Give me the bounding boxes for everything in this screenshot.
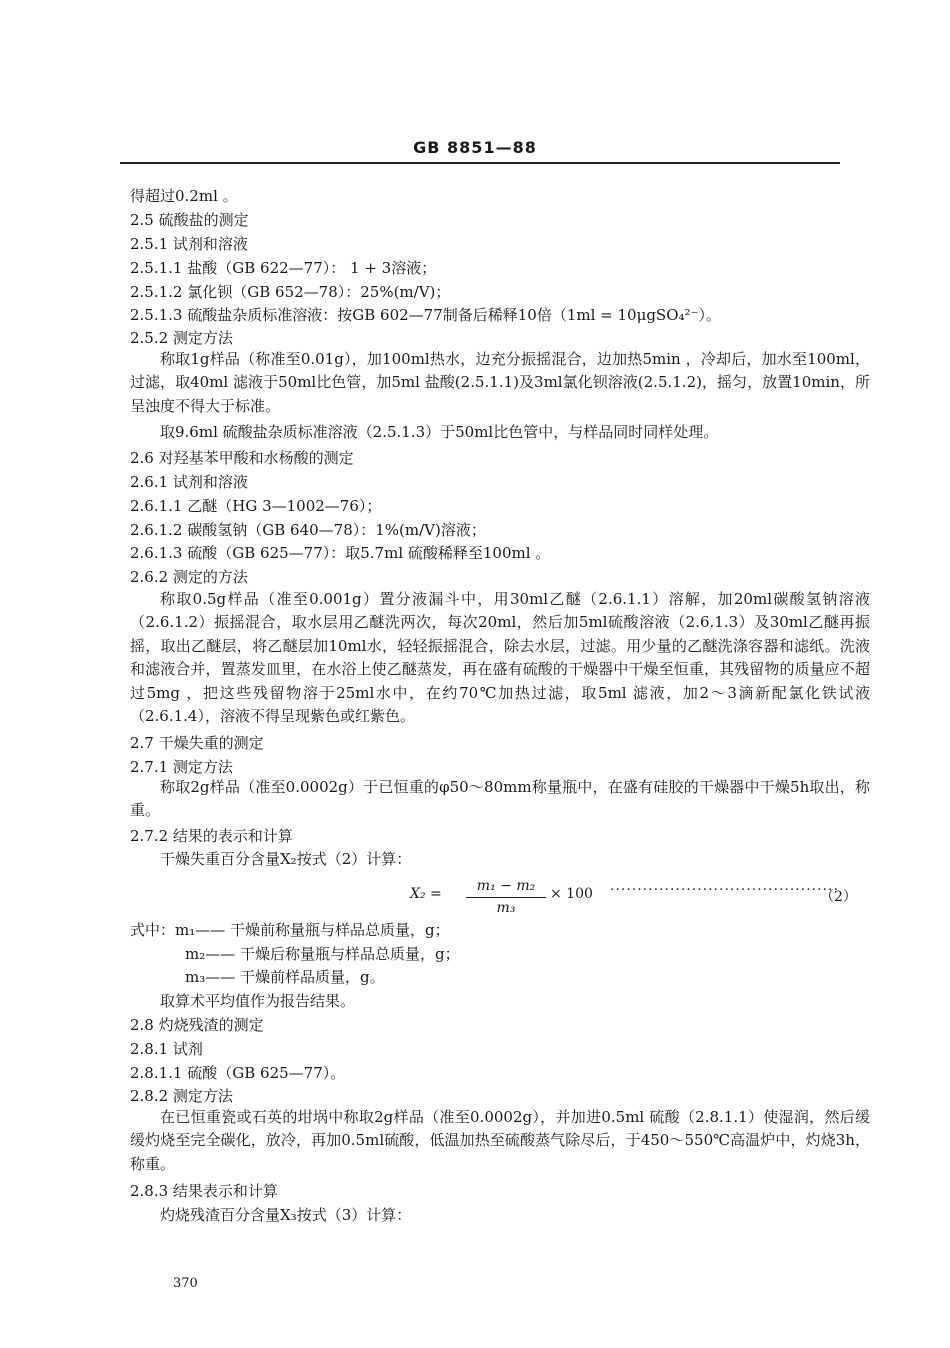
section-heading: 2.8.2 测定方法 <box>130 1087 233 1105</box>
section-heading: 2.7.2 结果的表示和计算 <box>130 827 293 845</box>
list-item: 2.5.1.1 盐酸（GB 622—77）： 1 + 3溶液； <box>130 259 437 277</box>
section-heading: 2.6.1 试剂和溶液 <box>130 473 248 491</box>
list-item: 2.5.1.2 氯化钡（GB 652—78）：25%(m/V)； <box>130 283 451 301</box>
paragraph: 称取1g样品（称准至0.01g），加100ml热水，边充分振摇混合，边加热5min ，冷却后，加水至100ml，过滤，取40ml 滤液于50ml比色管，加5ml 盐酸(2.5.1.1)及3ml氯化钡溶液(2.5.1.2)，摇匀，放置10min，所呈浊度不得大于标准。 <box>130 350 870 415</box>
list-item: 2.6.1.2 碳酸氢钠（GB 640—78）：1%(m/V)溶液； <box>130 521 486 539</box>
section-heading: 2.6.2 测定的方法 <box>130 568 248 586</box>
list-item: 2.6.1.1 乙醚（HG 3—1002—76）； <box>130 497 382 515</box>
paragraph: 取9.6ml 硫酸盐杂质标准溶液（2.5.1.3）于50ml比色管中，与样品同时同样处理。 <box>160 423 719 441</box>
list-item: 2.5.1.3 硫酸盐杂质标准溶液：按GB 602—77制备后稀释10倍（1ml = 10μgSO₄²⁻）。 <box>130 306 721 324</box>
section-heading: 2.8 灼烧残渣的测定 <box>130 1016 264 1034</box>
formula-lhs: X₂ = <box>410 886 442 902</box>
formula-leader-dots: ·········································· <box>610 882 839 898</box>
variable-definition: m₃—— 干燥前样品质量，g。 <box>185 968 385 986</box>
formula-fraction <box>466 878 546 918</box>
variable-definition: 式中：m₁—— 干燥前称量瓶与样品总质量，g； <box>130 921 450 939</box>
variable-definition: m₂—— 干燥后称量瓶与样品总质量，g； <box>185 945 460 963</box>
formula-number: （2） <box>820 889 857 905</box>
formula-denominator: m₃ <box>496 900 516 916</box>
section-heading: 2.5 硫酸盐的测定 <box>130 211 249 229</box>
header-rule <box>120 162 840 164</box>
formula-multiplier: × 100 <box>550 886 593 902</box>
section-heading: 2.8.3 结果表示和计算 <box>130 1182 278 1200</box>
section-heading: 2.7 干燥失重的测定 <box>130 734 264 752</box>
section-heading: 2.8.1 试剂 <box>130 1040 203 1058</box>
fraction-bar <box>466 897 546 898</box>
text-line: 得超过0.2ml 。 <box>130 187 238 205</box>
paragraph: 干燥失重百分含量X₂按式（2）计算： <box>160 850 412 868</box>
paragraph: 在已恒重瓷或石英的坩埚中称取2g样品（准至0.0002g），并加进0.5ml 硫酸（2.8.1.1）使湿润，然后缓缓灼烧至完全碳化，放冷，再加0.5ml硫酸，低温加热至硫酸蒸气除尽后，于450～550℃高温炉中，灼烧3h，称重。 <box>130 1108 870 1173</box>
list-item: 2.8.1.1 硫酸（GB 625—77）。 <box>130 1064 346 1082</box>
section-heading: 2.5.1 试剂和溶液 <box>130 235 248 253</box>
paragraph: 称取2g样品（准至0.0002g）于已恒重的φ50～80mm称量瓶中，在盛有硅胶的干燥器中干燥5h取出，称重。 <box>130 778 870 820</box>
section-heading: 2.7.1 测定方法 <box>130 758 233 776</box>
list-item: 2.6.1.3 硫酸（GB 625—77）：取5.7ml 硫酸稀释至100ml 。 <box>130 544 551 562</box>
paragraph: 称取0.5g样品（准至0.001g）置分液漏斗中，用30ml乙醚（2.6.1.1）溶解，加20ml碳酸氢钠溶液（2.6.1.2）振摇混合，取水层用乙醚洗两次，每次20ml，然后加5ml硫酸溶液（2.6.1.3）及30ml乙醚再振摇，取出乙醚层，将乙醚层加10ml水，轻轻振摇混合，除去水层，过滤。用少量的乙醚洗涤容器和滤纸。洗液和滤液合并，置蒸发皿里，在水浴上使乙醚蒸发，再在盛有硫酸的干燥器中干燥至恒重，其残留物的质量应不超过5mg ，把这些残留物溶于25ml水中，在约70℃加热过滤，取5ml 滤液，加2～3滴新配氯化铁试液（2.6.1.4），溶液不得呈现紫色或红紫色。 <box>130 590 870 726</box>
formula-2 <box>410 878 870 918</box>
page-number: 370 <box>173 1276 198 1291</box>
standard-header: GB 8851—88 <box>413 138 537 157</box>
paragraph: 灼烧残渣百分含量X₃按式（3）计算： <box>160 1206 412 1224</box>
section-heading: 2.5.2 测定方法 <box>130 329 233 347</box>
formula-numerator: m₁ − m₂ <box>476 878 536 894</box>
section-heading: 2.6 对羟基苯甲酸和水杨酸的测定 <box>130 449 354 467</box>
paragraph: 取算术平均值作为报告结果。 <box>160 992 356 1010</box>
